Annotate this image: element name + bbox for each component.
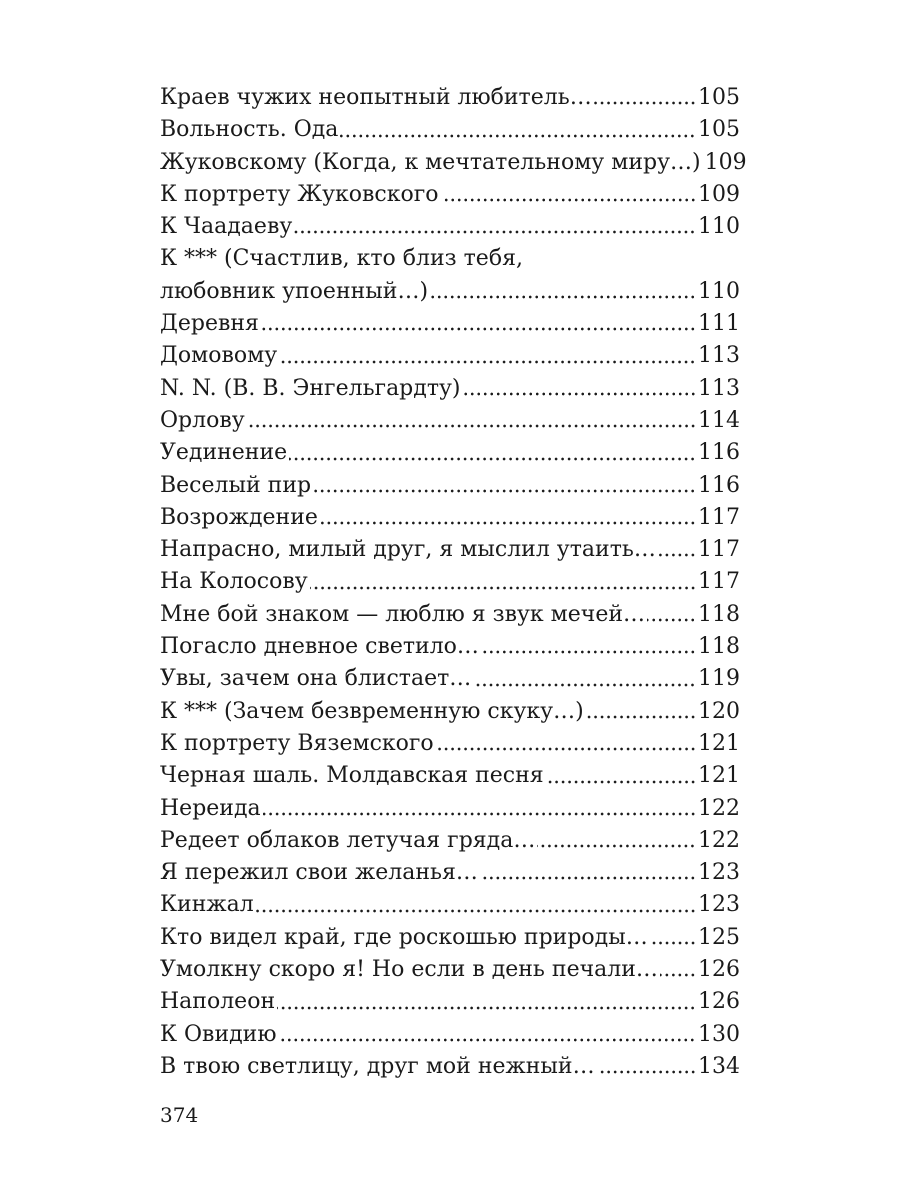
dot-leader [658,551,696,559]
dot-leader [436,745,696,753]
dot-leader [463,390,696,398]
toc-entry-title: К Овидию [160,1021,277,1047]
dot-leader [278,1036,696,1044]
toc-entry-page: 118 [698,634,740,660]
toc-entry-page: 110 [698,278,740,304]
toc-entry-page: 121 [698,730,740,756]
toc-entry-title: Уединение [160,440,288,466]
toc-entry-title: N. N. (В. В. Энгельгардту) [160,375,461,401]
toc-entry-title: Веселый пир [160,472,312,498]
dot-leader [546,778,696,786]
toc-entry-page: 110 [698,214,740,240]
toc-entry-title: К портрету Жуковского [160,181,439,207]
toc-entry [160,114,740,146]
toc-entry-title: Возрождение [160,504,318,530]
toc-entry-title: Краев чужих неопытный любитель… [160,85,592,110]
dot-leader [647,616,696,624]
toc-entry-page: 122 [698,795,740,821]
toc-entry [160,663,740,695]
toc-entry [160,954,740,986]
toc-entry-page: 119 [698,666,740,692]
toc-entry [160,922,740,954]
toc-entry-title: Домовому [160,343,278,369]
toc-entry-page: 123 [698,860,740,886]
toc-entry-page: 105 [698,117,740,143]
toc-entry [160,179,740,211]
dot-leader [320,519,696,527]
toc-entry [160,1019,740,1051]
toc-entry [160,857,740,889]
dot-leader [594,99,696,107]
toc-entry [160,437,740,469]
toc-entry [160,470,740,502]
toc-entry [160,696,740,728]
dot-leader [481,648,696,656]
dot-leader [480,874,696,882]
toc-entry-title: Вольность. Ода [160,117,339,143]
toc-entry-page: 125 [698,924,740,950]
page-number: 374 [160,1103,199,1127]
toc-entry-page: 114 [698,407,740,433]
toc-entry-page: 116 [698,472,740,498]
dot-leader [263,810,696,818]
toc-entry-page: 126 [698,957,740,983]
toc-entry-page: 122 [698,827,740,853]
toc-entry-title: Увы, зачем она блистает… [160,666,472,692]
toc-entry-page: 121 [698,763,740,789]
toc-entry-title: Жуковскому (Когда, к мечтательному миру…) [160,149,701,175]
toc-entry-page: 105 [698,85,740,110]
toc-entry-page: 113 [698,343,740,369]
toc-entry [160,405,740,437]
toc-entry-page: 126 [698,989,740,1015]
toc-entry-title: Я пережил свои желанья… [160,860,478,886]
toc-entry [160,82,740,114]
toc-entry-page: 120 [698,698,740,724]
toc-entry [160,243,740,308]
toc-entry-title: В твою светлицу, друг мой нежный… [160,1053,595,1079]
toc-entry [160,760,740,792]
toc-entry-title: Мне бой знаком — люблю я звук мечей… [160,601,646,627]
toc-entry-title: Черная шаль. Молдавская песня [160,763,544,789]
toc-entry-title-line1: К *** (Счастлив, кто близ тебя, [160,246,523,272]
toc-entry-title: На Колосову [160,569,308,595]
dot-leader [256,907,696,915]
dot-leader [441,196,696,204]
dot-leader [430,293,696,301]
toc-entry-title-line2: любовник упоенный…) [160,278,429,304]
toc-entry-title: К *** (Зачем безвременную скуку…) [160,698,584,724]
toc-entry-page: 117 [698,569,740,595]
toc-entry [160,631,740,663]
toc-entry-title: Наполеон [160,989,276,1015]
toc-entry-title: К Чаадаеву [160,214,293,240]
dot-leader [247,422,696,430]
toc-entry [160,986,740,1018]
dot-leader [294,228,696,236]
toc-entry [160,599,740,631]
toc-entry-page: 113 [698,375,740,401]
dot-leader [279,358,696,366]
toc-entry-page: 134 [698,1053,740,1079]
toc-entry-page: 130 [698,1021,740,1047]
toc-entry-title: Нереида [160,795,261,821]
dot-leader [586,713,696,721]
toc-entry [160,340,740,372]
dot-leader [310,584,696,592]
dot-leader [261,325,696,333]
dot-leader [313,487,696,495]
toc-entry-title: Редеет облаков летучая гряда… [160,827,536,853]
toc-entry [160,211,740,243]
table-of-contents [160,82,747,1083]
dot-leader [597,1068,696,1076]
toc-entry [160,373,740,405]
toc-entry [160,889,740,921]
toc-entry [160,728,740,760]
dot-leader [289,455,696,463]
toc-entry-title: Напрасно, милый друг, я мыслил утаить… [160,537,656,563]
toc-entry-title: Умолкну скоро я! Но если в день печали… [160,957,658,983]
toc-entry [160,566,740,598]
toc-entry-line2 [160,276,740,308]
toc-entry-page: 109 [698,181,740,207]
toc-entry [160,308,740,340]
toc-entry [160,1051,740,1083]
toc-entry [160,825,740,857]
toc-entry-title: Погасло дневное светило… [160,634,479,660]
dot-leader [660,971,696,979]
dot-leader [473,681,696,689]
toc-entry-title: Кинжал [160,892,254,918]
toc-entry [160,502,740,534]
toc-entry-title: Кто видел край, где роскошью природы… [160,924,648,950]
dot-leader [537,842,696,850]
toc-entry [160,793,740,825]
toc-entry-page: 111 [698,311,740,337]
toc-entry-page: 117 [698,537,740,563]
toc-entry [160,534,740,566]
toc-entry-page: 118 [698,601,740,627]
toc-entry [160,147,747,179]
toc-entry-page: 109 [704,149,747,175]
toc-entry-title: Орлову [160,407,245,433]
dot-leader [277,1004,696,1012]
toc-entry-page: 116 [698,440,740,466]
toc-entry-title: Деревня [160,311,259,337]
toc-entry-page: 117 [698,504,740,530]
dot-leader [650,939,696,947]
toc-entry-page: 123 [698,892,740,918]
dot-leader [340,132,696,140]
toc-entry-title: К портрету Вяземского [160,730,434,756]
